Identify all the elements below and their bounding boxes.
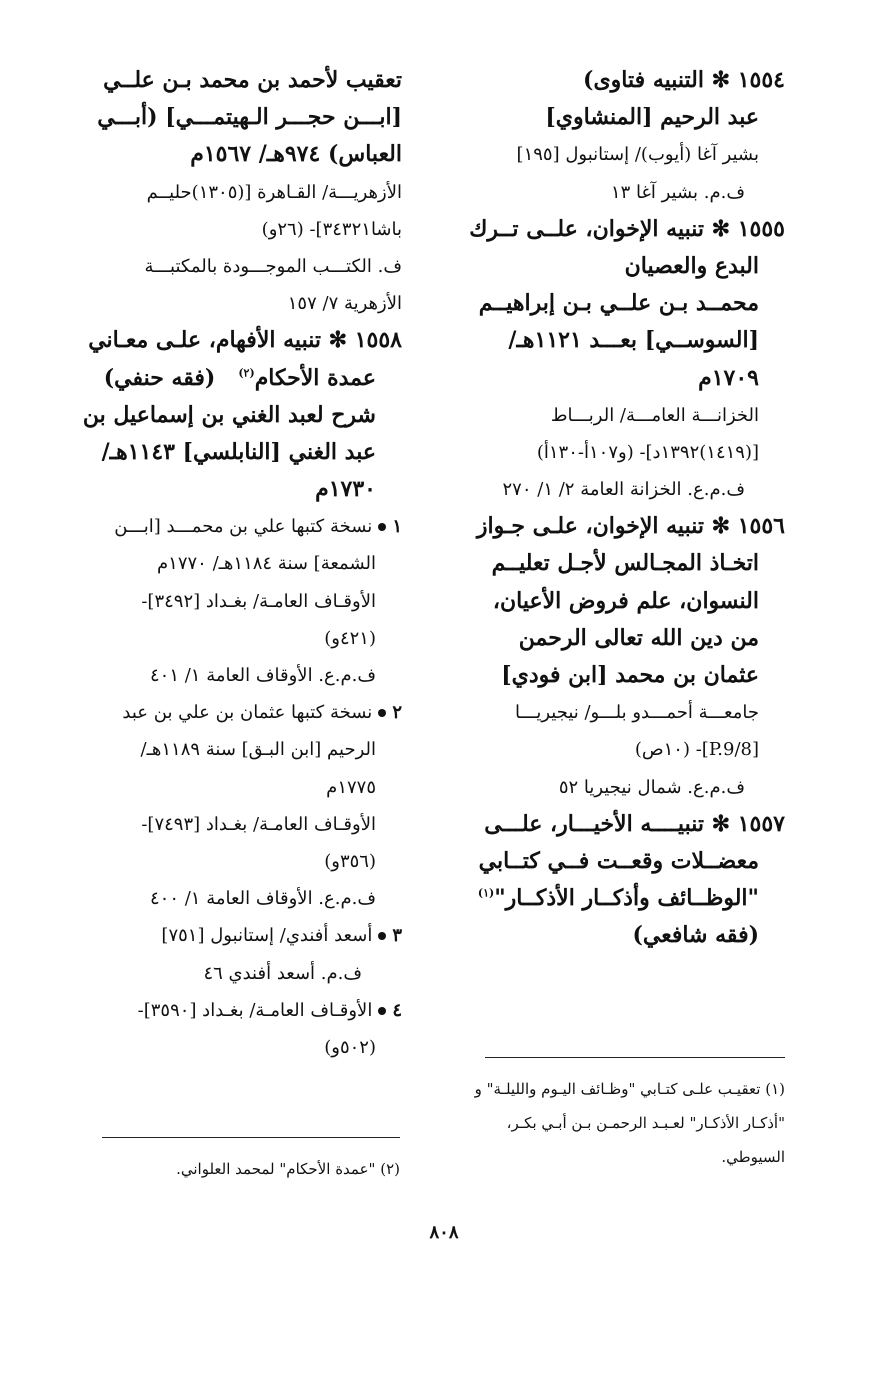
footnote-2-line1: (٢) "عمدة الأحكام" لمحمد العلواني. [176,1160,400,1178]
entry-1557-manuscript-line1: الأزهريـــة/ القـاهرة [(١٣٠٥)حليــم [146,181,402,203]
entry-1556-title-line3: النسوان، علم فروض الأعيان، [492,587,759,614]
entry-1557-title-line4: (فقه شافعي) [632,922,759,949]
entry-1556-title-line2: اتخـاذ المجـالس لأجـل تعليــم [491,550,759,577]
copy-2-line5: (٣٥٦و) [324,850,376,872]
copy-2-text: نسخة كتبها عثمان بن علي بن عبد [122,702,373,724]
bullet-icon [378,932,386,940]
entry-1555-title-line1: ١٥٥٥ ✻ تنبيه الإخوان، علــى تــرك [469,215,785,242]
copy-4-line1 [62,992,402,1029]
entry-1555-author-line2: [السوســي] بعـــد ١١٢١هـ/ [508,327,759,354]
entry-1557-reference-line2: الأزهرية ٧/ ١٥٧ [287,293,402,315]
entry-1557-commentary-line1: تعقيب لأحمد بن محمد بـن علــي [103,67,402,93]
copy-2-line2: الرحيم [ابن البـق] سنة ١١٨٩هـ/ [140,739,376,761]
copy-2-line3: ١٧٧٥م [326,776,376,798]
footnote-1-line1: (١) تعقيـب علـى كتـابي "وظـائف اليـوم والليلـة" و [474,1080,785,1098]
copy-2-reference: ف.م.ع. الأوقاف العامة ١/ ٤٠٠ [149,888,376,910]
footnote-ref-1: (١) [477,886,495,900]
entry-1558-subject: (فقه حنفي) [103,364,216,391]
entry-1554-reference: ف.م. بشير آغا ١٣ [610,181,745,203]
entry-1558-author-line2: عبد الغني [النابلسي] ١١٤٣هـ/ [101,438,376,465]
copy-3-line1 [62,917,402,954]
copy-4-text: الأوقـاف العامـة/ بغـداد [٣٥٩٠]- [137,999,373,1021]
entry-1555-manuscript-line2: [(١٤١٩)١٣٩٢د]- (و١٠٧أ-١٣٠أ) [536,441,759,463]
footnote-1-line3: السيوطي. [721,1148,785,1166]
copy-3-reference: ف.م. أسعد أفندي ٤٦ [203,962,362,984]
page-number: ٨٠٨ [429,1222,459,1243]
entry-1554-manuscript: بشير آغا (أيوب)/ إستانبول [١٩٥] [516,144,759,166]
footnote-divider-left [102,1137,400,1138]
copy-1-reference: ف.م.ع. الأوقاف العامة ١/ ٤٠١ [149,665,376,686]
right-column [440,62,785,955]
footnote-1-line2: "أذكـار الأذكـار" لعـبـد الرحمـن بـن أبـي بكـر، [506,1114,785,1132]
entry-1554-title: ١٥٥٤ ✻ التنبيه فتاوى) [583,67,785,93]
entry-1558-title-line2 [62,360,402,397]
copy-1-line3: الأوقـاف العامـة/ بغـداد [٣٤٩٢]- [141,590,376,612]
entry-1557-reference-line1: ف. الكتـــب الموجـــودة بالمكتبـــة [144,255,402,277]
copy-1-line1 [62,508,402,545]
copy-3-number: ٣ [392,925,402,947]
entry-1557-title-line1: ١٥٥٧ ✻ تنبيــــه الأخيـــار، علـــى [484,810,785,837]
copy-2-line1 [62,694,402,731]
copy-4-number: ٤ [392,999,402,1021]
entry-1554-author: عبد الرحيم [المنشاوي] [545,104,759,131]
entry-1558-author-line3: ١٧٣٠م [315,476,376,503]
copy-1-number: ١ [392,516,402,538]
entry-1557-commentary-line2: [ابـــن حجـــر الـهيتمـــي] (أبـــي [97,104,402,131]
copy-2-line4: الأوقـاف العامـة/ بغـداد [٧٤٩٣]- [141,813,376,835]
entry-1557-title-line2: معضــلات وقعــت فــي كتــابي [478,847,759,874]
entry-1557-manuscript-line2: باشا٣٤٣٢١]- (٢٦و) [261,218,402,240]
copy-2-number: ٢ [392,702,402,724]
entry-1558-title-line2-text: عمدة الأحكام [254,364,376,391]
entry-1558-title-line1: ١٥٥٨ ✻ تنبيه الأفهام، علـى معـاني [88,327,402,354]
copy-1-text: نسخة كتبها علي بن محمـــد [ابـــن [114,516,373,538]
entry-1557-title-line3 [440,880,785,917]
entry-1555-reference: ف.م.ع. الخزانة العامة ٢/ ١/ ٢٧٠ [502,479,745,501]
footnote-divider-right [485,1057,785,1058]
footnote-ref-2: (٢) [238,366,255,380]
entry-1557-title-line3-text: "الوظــائف وأذكــار الأذكــار" [494,885,759,912]
copy-4-line2: (٥٠٢و) [324,1036,376,1058]
bullet-icon [378,709,386,717]
entry-1556-title-line1: ١٥٥٦ ✻ تنبيه الإخوان، علـى جـواز [476,513,785,540]
entry-1556-author: عثمان بن محمد [ابن فودي] [501,662,759,688]
entry-1556-manuscript-line1: جامعـــة أحمـــدو بلـــو/ نيجيريـــا [515,702,759,724]
footnote-1 [440,1072,785,1174]
copy-1-line2: الشمعة] سنة ١١٨٤هـ/ ١٧٧٠م [157,553,376,575]
entry-1557-commentary-line3: العباس) ٩٧٤هـ/ ١٥٦٧م [190,141,402,168]
copy-1-line4: (٤٢١و) [324,627,376,649]
entry-1556-reference: ف.م.ع. شمال نيجيريا ٥٢ [558,776,745,798]
entry-1556-manuscript-line2: [P.9/8]- (١٠ص) [634,739,759,761]
entry-1555-author-line1: محمــد بـن علــي بـن إبراهيــم [478,290,759,317]
entry-1555-author-line3: ١٧٠٩م [698,364,759,391]
copy-3-text: أسعد أفندي/ إستانبول [٧٥١] [161,925,373,947]
entry-1555-manuscript-line1: الخزانـــة العامـــة/ الربـــاط [550,404,759,426]
bullet-icon [378,523,386,531]
entry-1556-title-line4: من دين الله تعالى الرحمن [518,624,759,651]
left-column [62,62,402,1066]
footnote-2 [62,1152,400,1186]
entry-1555-title-line2: البدع والعصيان [624,252,759,279]
entry-1558-author-line1: شرح لعبد الغني بن إسماعيل بن [82,401,376,428]
bullet-icon [378,1007,386,1015]
